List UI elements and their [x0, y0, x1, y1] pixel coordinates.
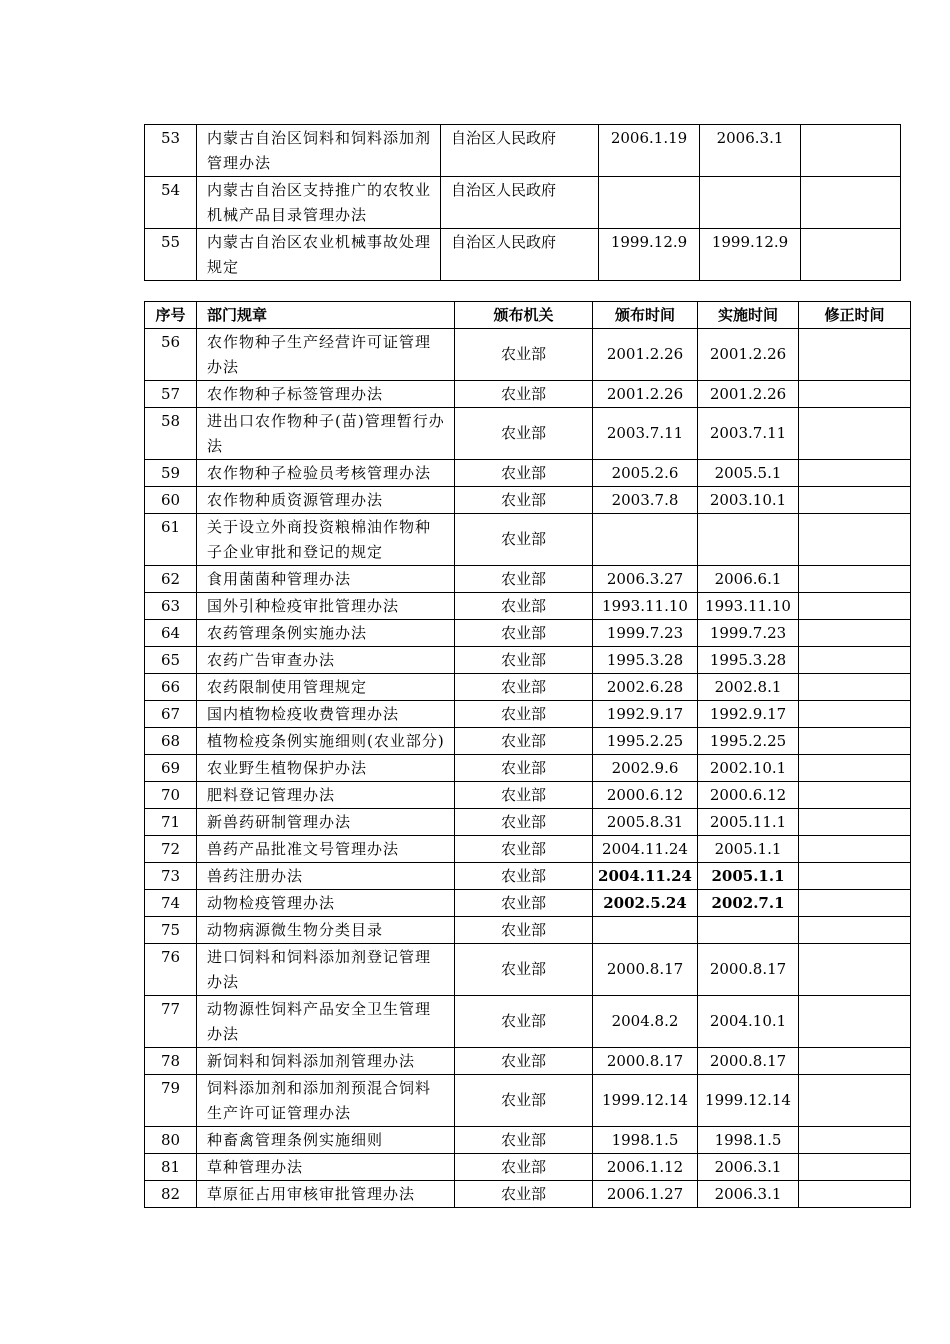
regulation-name: 肥料登记管理办法: [197, 782, 455, 809]
issuing-agency: 农业部: [455, 782, 593, 809]
effective-date: 2000.6.12: [698, 782, 799, 809]
table-row: [145, 460, 911, 487]
revised-date: [799, 836, 911, 863]
row-number: 67: [145, 701, 197, 728]
issuing-agency: 农业部: [455, 329, 593, 381]
header-revised: 修正时间: [799, 302, 911, 329]
effective-date: 1999.12.14: [698, 1075, 799, 1127]
issued-date: 1999.12.9: [599, 229, 700, 281]
row-number: 82: [145, 1181, 197, 1208]
issued-date: 2006.1.12: [593, 1154, 698, 1181]
effective-date: 2005.11.1: [698, 809, 799, 836]
row-number: 78: [145, 1048, 197, 1075]
revised-date: [801, 229, 901, 281]
issued-date: 2000.8.17: [593, 1048, 698, 1075]
row-number: 77: [145, 996, 197, 1048]
issuing-agency: 农业部: [455, 1127, 593, 1154]
issued-date: 2003.7.11: [593, 408, 698, 460]
revised-date: [799, 620, 911, 647]
regulation-name: 兽药注册办法: [197, 863, 455, 890]
issuing-agency: 农业部: [455, 408, 593, 460]
revised-date: [799, 593, 911, 620]
issuing-agency: 农业部: [455, 701, 593, 728]
regulation-name: 食用菌菌种管理办法: [197, 566, 455, 593]
issuing-agency: 农业部: [455, 514, 593, 566]
regulation-name: 农药管理条例实施办法: [197, 620, 455, 647]
table-row: [145, 836, 911, 863]
row-number: 76: [145, 944, 197, 996]
issued-date: 1999.12.14: [593, 1075, 698, 1127]
issued-date: 2004.11.24: [593, 863, 698, 890]
revised-date: [799, 701, 911, 728]
issuing-agency: 农业部: [455, 1075, 593, 1127]
effective-date: 2006.6.1: [698, 566, 799, 593]
revised-date: [799, 514, 911, 566]
row-number: 74: [145, 890, 197, 917]
issuing-agency: 农业部: [455, 728, 593, 755]
row-number: 73: [145, 863, 197, 890]
header-effective: 实施时间: [698, 302, 799, 329]
regulation-name: 关于设立外商投资粮棉油作物种子企业审批和登记的规定: [197, 514, 455, 566]
row-number: 64: [145, 620, 197, 647]
issued-date: 2006.1.27: [593, 1181, 698, 1208]
issuing-agency: 农业部: [455, 566, 593, 593]
header-no: 序号: [145, 302, 197, 329]
revised-date: [799, 381, 911, 408]
table-row: [145, 125, 901, 177]
issuing-agency: 农业部: [455, 1154, 593, 1181]
issuing-agency: 农业部: [455, 836, 593, 863]
row-number: 75: [145, 917, 197, 944]
issued-date: 2006.1.19: [599, 125, 700, 177]
row-number: 62: [145, 566, 197, 593]
regulation-name: 农作物种质资源管理办法: [197, 487, 455, 514]
issued-date: 2002.5.24: [593, 890, 698, 917]
header-agency: 颁布机关: [455, 302, 593, 329]
table-row: [145, 1127, 911, 1154]
issued-date: 2003.7.8: [593, 487, 698, 514]
row-number: 79: [145, 1075, 197, 1127]
table-header-row: [145, 302, 911, 329]
regulation-name: 饲料添加剂和添加剂预混合饲料生产许可证管理办法: [197, 1075, 455, 1127]
effective-date: 2002.10.1: [698, 755, 799, 782]
regulation-name: 种畜禽管理条例实施细则: [197, 1127, 455, 1154]
effective-date: [698, 917, 799, 944]
table-row: [145, 809, 911, 836]
regulation-name: 农作物种子标签管理办法: [197, 381, 455, 408]
table-row: [145, 229, 901, 281]
effective-date: 1995.2.25: [698, 728, 799, 755]
revised-date: [799, 782, 911, 809]
table-row: [145, 647, 911, 674]
revised-date: [799, 863, 911, 890]
row-number: 69: [145, 755, 197, 782]
table-row: [145, 566, 911, 593]
regulation-name: 动物源性饲料产品安全卫生管理办法: [197, 996, 455, 1048]
revised-date: [801, 125, 901, 177]
issuing-agency: 农业部: [455, 460, 593, 487]
effective-date: 2002.7.1: [698, 890, 799, 917]
issued-date: [599, 177, 700, 229]
regulation-name: 新饲料和饲料添加剂管理办法: [197, 1048, 455, 1075]
effective-date: 2003.10.1: [698, 487, 799, 514]
regulation-name: 农药广告审查办法: [197, 647, 455, 674]
header-name: 部门规章: [197, 302, 455, 329]
issuing-agency: 农业部: [455, 674, 593, 701]
regulation-name: 国外引种检疫审批管理办法: [197, 593, 455, 620]
revised-date: [799, 809, 911, 836]
issuing-agency: 农业部: [455, 755, 593, 782]
regulation-name: 动物病源微生物分类目录: [197, 917, 455, 944]
effective-date: [700, 177, 801, 229]
effective-date: 1992.9.17: [698, 701, 799, 728]
issued-date: 2001.2.26: [593, 381, 698, 408]
regulation-name: 内蒙古自治区农业机械事故处理规定: [197, 229, 441, 281]
revised-date: [799, 1048, 911, 1075]
issuing-agency: 农业部: [455, 381, 593, 408]
regulation-name: 草种管理办法: [197, 1154, 455, 1181]
issuing-agency: 农业部: [455, 863, 593, 890]
row-number: 55: [145, 229, 197, 281]
regulation-name: 农作物种子检验员考核管理办法: [197, 460, 455, 487]
issued-date: 2000.8.17: [593, 944, 698, 996]
issuing-agency: 农业部: [455, 809, 593, 836]
table-row: [145, 381, 911, 408]
issued-date: 2001.2.26: [593, 329, 698, 381]
table-row: [145, 329, 911, 381]
table-row: [145, 755, 911, 782]
regulation-name: 进出口农作物种子(苗)管理暂行办法: [197, 408, 455, 460]
regulation-name: 国内植物检疫收费管理办法: [197, 701, 455, 728]
issued-date: 1999.7.23: [593, 620, 698, 647]
table-row: [145, 863, 911, 890]
issued-date: [593, 917, 698, 944]
table-row: [145, 996, 911, 1048]
revised-date: [799, 1181, 911, 1208]
table-row: [145, 1048, 911, 1075]
row-number: 59: [145, 460, 197, 487]
issued-date: 2005.8.31: [593, 809, 698, 836]
effective-date: 2005.5.1: [698, 460, 799, 487]
table-row: [145, 1075, 911, 1127]
row-number: 70: [145, 782, 197, 809]
row-number: 63: [145, 593, 197, 620]
revised-date: [799, 566, 911, 593]
row-number: 56: [145, 329, 197, 381]
issued-date: 2004.11.24: [593, 836, 698, 863]
effective-date: 2001.2.26: [698, 381, 799, 408]
revised-date: [799, 755, 911, 782]
issued-date: 1992.9.17: [593, 701, 698, 728]
revised-date: [799, 408, 911, 460]
effective-date: 2000.8.17: [698, 944, 799, 996]
effective-date: 2001.2.26: [698, 329, 799, 381]
table-row: [145, 620, 911, 647]
effective-date: 2005.1.1: [698, 836, 799, 863]
issued-date: 1995.3.28: [593, 647, 698, 674]
revised-date: [799, 329, 911, 381]
effective-date: 2006.3.1: [700, 125, 801, 177]
issuing-agency: 农业部: [455, 944, 593, 996]
effective-date: 1993.11.10: [698, 593, 799, 620]
revised-date: [799, 996, 911, 1048]
issuing-agency: 农业部: [455, 647, 593, 674]
issued-date: 1998.1.5: [593, 1127, 698, 1154]
table-row: [145, 514, 911, 566]
table-row: [145, 701, 911, 728]
revised-date: [801, 177, 901, 229]
row-number: 60: [145, 487, 197, 514]
regulation-name: 进口饲料和饲料添加剂登记管理办法: [197, 944, 455, 996]
row-number: 71: [145, 809, 197, 836]
table-row: [145, 1181, 911, 1208]
effective-date: 1995.3.28: [698, 647, 799, 674]
issuing-agency: 农业部: [455, 917, 593, 944]
effective-date: 2006.3.1: [698, 1181, 799, 1208]
effective-date: 2005.1.1: [698, 863, 799, 890]
revised-date: [799, 647, 911, 674]
row-number: 81: [145, 1154, 197, 1181]
issued-date: 2002.6.28: [593, 674, 698, 701]
effective-date: 2004.10.1: [698, 996, 799, 1048]
issued-date: 1995.2.25: [593, 728, 698, 755]
issued-date: 2002.9.6: [593, 755, 698, 782]
regulation-name: 农作物种子生产经营许可证管理办法: [197, 329, 455, 381]
row-number: 68: [145, 728, 197, 755]
header-issued: 颁布时间: [593, 302, 698, 329]
table-row: [145, 487, 911, 514]
regulation-name: 植物检疫条例实施细则(农业部分): [197, 728, 455, 755]
row-number: 57: [145, 381, 197, 408]
table-row: [145, 177, 901, 229]
revised-date: [799, 917, 911, 944]
issued-date: 2006.3.27: [593, 566, 698, 593]
issuing-agency: 农业部: [455, 996, 593, 1048]
issuing-agency: 农业部: [455, 890, 593, 917]
row-number: 61: [145, 514, 197, 566]
effective-date: 2000.8.17: [698, 1048, 799, 1075]
effective-date: 1999.7.23: [698, 620, 799, 647]
regulation-name: 农药限制使用管理规定: [197, 674, 455, 701]
row-number: 58: [145, 408, 197, 460]
row-number: 53: [145, 125, 197, 177]
table-row: [145, 782, 911, 809]
table-row: [145, 917, 911, 944]
table-row: [145, 944, 911, 996]
row-number: 66: [145, 674, 197, 701]
revised-date: [799, 487, 911, 514]
row-number: 65: [145, 647, 197, 674]
regulation-name: 内蒙古自治区支持推广的农牧业机械产品目录管理办法: [197, 177, 441, 229]
regulation-name: 内蒙古自治区饲料和饲料添加剂管理办法: [197, 125, 441, 177]
issuing-agency: 农业部: [455, 620, 593, 647]
effective-date: 2006.3.1: [698, 1154, 799, 1181]
regulation-name: 兽药产品批准文号管理办法: [197, 836, 455, 863]
effective-date: 2003.7.11: [698, 408, 799, 460]
issued-date: [593, 514, 698, 566]
revised-date: [799, 728, 911, 755]
revised-date: [799, 1075, 911, 1127]
table-row: [145, 408, 911, 460]
issuing-agency: 农业部: [455, 1181, 593, 1208]
revised-date: [799, 1127, 911, 1154]
revised-date: [799, 1154, 911, 1181]
table-row: [145, 890, 911, 917]
effective-date: 1999.12.9: [700, 229, 801, 281]
issuing-agency: 自治区人民政府: [441, 229, 599, 281]
table-row: [145, 593, 911, 620]
revised-date: [799, 674, 911, 701]
regulation-name: 草原征占用审核审批管理办法: [197, 1181, 455, 1208]
issued-date: 1993.11.10: [593, 593, 698, 620]
row-number: 72: [145, 836, 197, 863]
row-number: 54: [145, 177, 197, 229]
issuing-agency: 自治区人民政府: [441, 125, 599, 177]
table-row: [145, 674, 911, 701]
issuing-agency: 农业部: [455, 593, 593, 620]
revised-date: [799, 944, 911, 996]
ministry-regulations-table: [144, 301, 911, 1208]
effective-date: 1998.1.5: [698, 1127, 799, 1154]
issued-date: 2000.6.12: [593, 782, 698, 809]
revised-date: [799, 890, 911, 917]
table-row: [145, 728, 911, 755]
issued-date: 2005.2.6: [593, 460, 698, 487]
issued-date: 2004.8.2: [593, 996, 698, 1048]
issuing-agency: 自治区人民政府: [441, 177, 599, 229]
provincial-regulations-table: [144, 124, 901, 281]
row-number: 80: [145, 1127, 197, 1154]
effective-date: [698, 514, 799, 566]
revised-date: [799, 460, 911, 487]
regulation-name: 农业野生植物保护办法: [197, 755, 455, 782]
table-row: [145, 1154, 911, 1181]
effective-date: 2002.8.1: [698, 674, 799, 701]
regulation-name: 动物检疫管理办法: [197, 890, 455, 917]
issuing-agency: 农业部: [455, 1048, 593, 1075]
issuing-agency: 农业部: [455, 487, 593, 514]
regulation-name: 新兽药研制管理办法: [197, 809, 455, 836]
